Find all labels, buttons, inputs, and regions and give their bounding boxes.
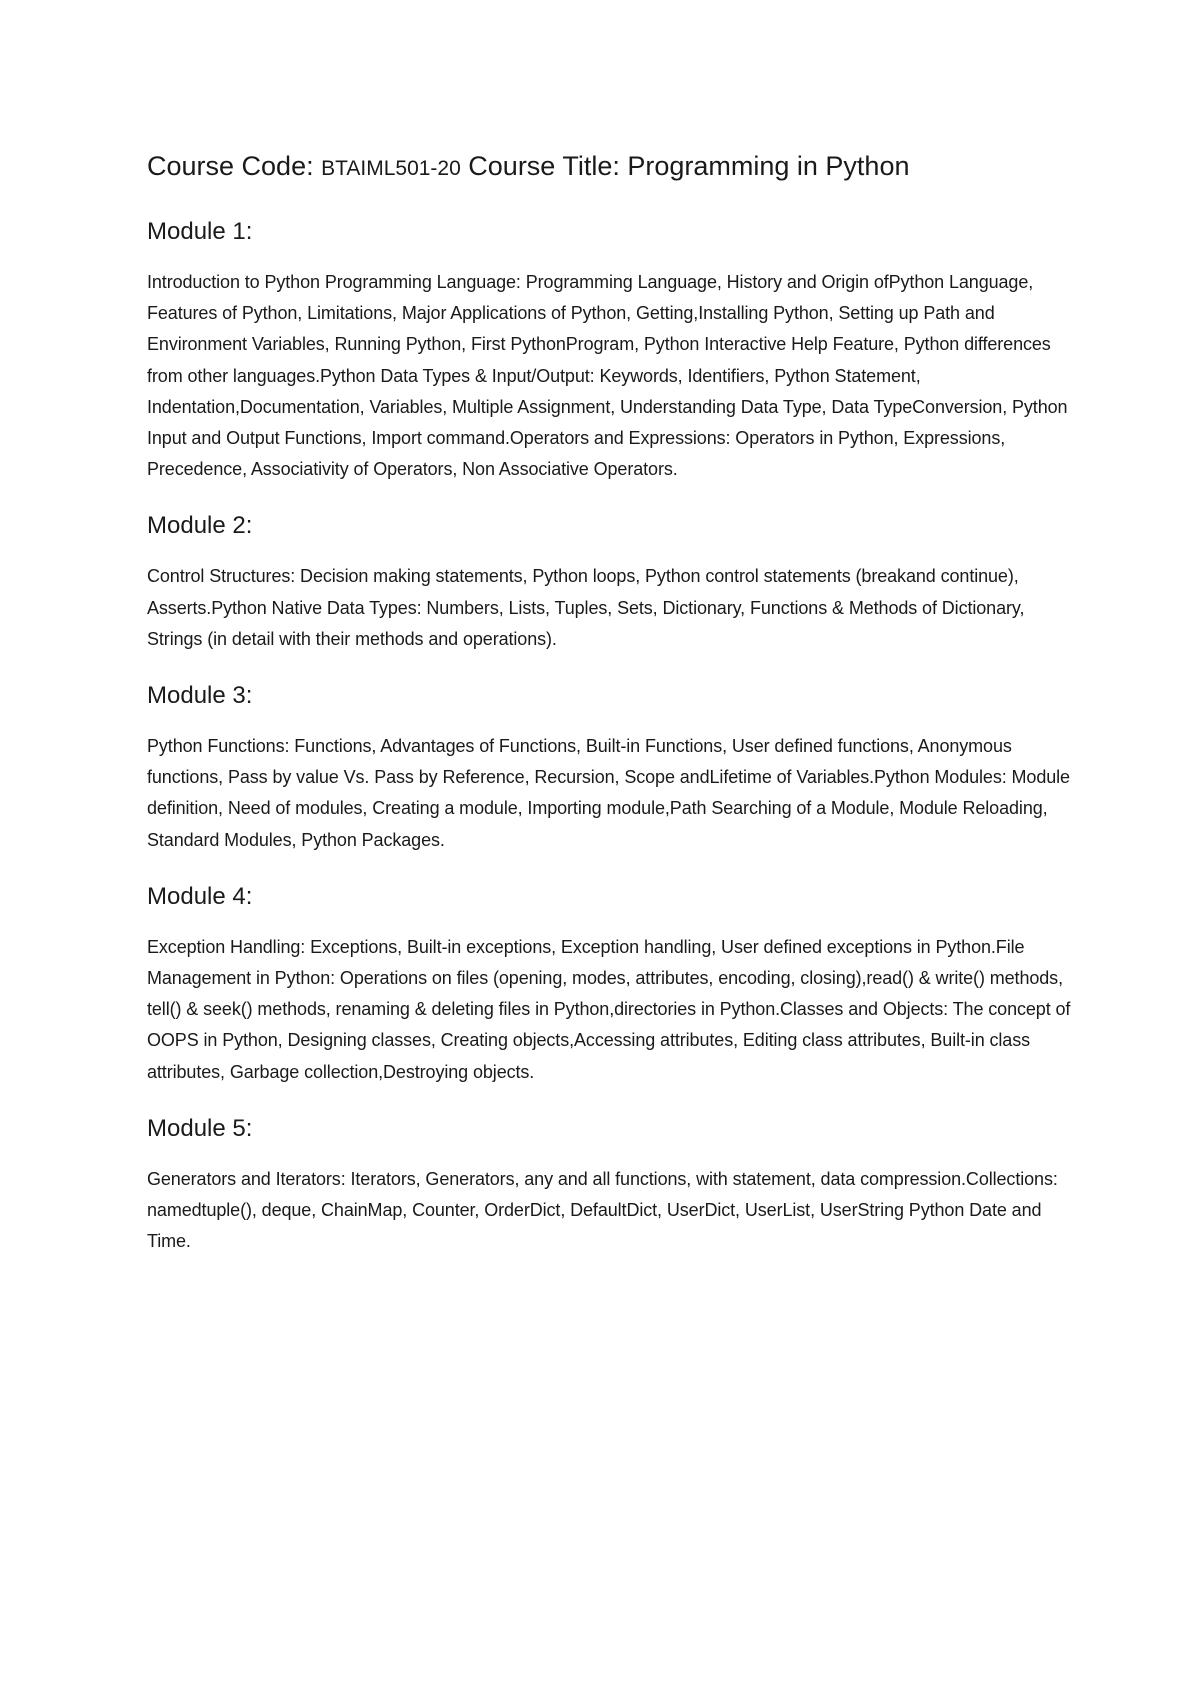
module-heading: Module 3: xyxy=(147,682,253,710)
module-body: Exception Handling: Exceptions, Built-in exceptions, Exception handling, User defined exceptions in Python.File Management in Python: Operations on files (opening, modes, attributes, encoding, closing),read() & write() methods, tell() & seek() methods, renaming & deleting files in Python,directories in Python.Classes and Objects: The concept of OOPS in Python, Designing classes, Creating objects,Accessing attributes, Editing class attributes, Built-in class attributes, Garbage collection,Destroying objects. xyxy=(147,936,1071,1082)
course-title xyxy=(147,146,1077,189)
module-body: Generators and Iterators: Iterators, Generators, any and all functions, with statement, data compression.Collections: namedtuple(), deque, ChainMap, Counter, OrderDict, DefaultDict, UserDict, UserList, UserString Python Date and Time. xyxy=(147,1168,1058,1252)
module-4 xyxy=(147,880,1077,1088)
document-page xyxy=(147,146,1077,1281)
module-heading: Module 2: xyxy=(147,512,253,540)
title-suffix: Course Title: Programming in Python xyxy=(460,151,910,181)
module-heading: Module 1: xyxy=(147,218,253,245)
module-body: Python Functions: Functions, Advantages of Functions, Built-in Functions, User defined functions, Anonymous functions, Pass by value Vs. Pass by Reference, Recursion, Scope andLifetime of Variables.Python Modules: Module definition, Need of modules, Creating a module, Importing module,Path Searching of a Module, Module Reloading, Standard Modules, Python Packages. xyxy=(147,736,1070,850)
module-1 xyxy=(147,215,1077,485)
module-heading: Module 5: xyxy=(147,1114,253,1142)
module-5 xyxy=(147,1112,1077,1258)
module-heading: Module 4: xyxy=(147,882,253,910)
module-3 xyxy=(147,679,1077,856)
course-code: BTAIML501-20 xyxy=(321,157,461,180)
title-prefix: Course Code: xyxy=(147,151,322,181)
module-2 xyxy=(147,509,1077,655)
module-body: Introduction to Python Programming Language: Programming Language, History and Origin ofPython Language, Features of Python, Limitations, Major Applications of Python, Getting,Installing Python, Setting up Path and Environment Variables, Running Python, First PythonProgram, Python Interactive Help Feature, Python differences from other languages.Python Data Types & Input/Output: Keywords, Identifiers, Python Statement, Indentation,Documentation, Variables, Multiple Assignment, Understanding Data Type, Data TypeConversion, Python Input and Output Functions, Import command.Operators and Expressions: Operators in Python, Expressions, Precedence, Associativity of Operators, Non Associative Operators. xyxy=(147,272,1068,480)
module-body: Control Structures: Decision making statements, Python loops, Python control statements (breakand continue), Asserts.Python Native Data Types: Numbers, Lists, Tuples, Sets, Dictionary, Functions & Methods of Dictionary, Strings (in detail with their methods and operations). xyxy=(147,566,1025,649)
